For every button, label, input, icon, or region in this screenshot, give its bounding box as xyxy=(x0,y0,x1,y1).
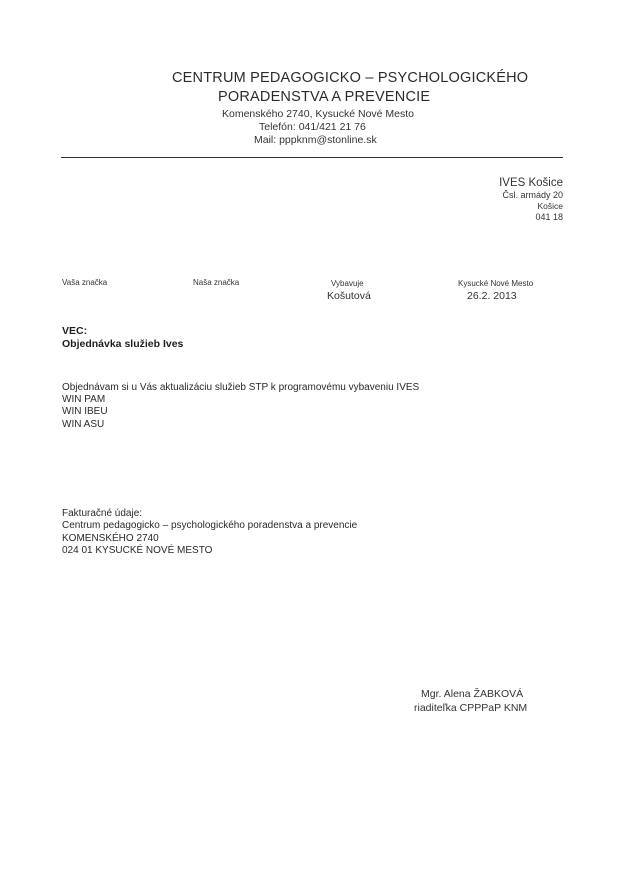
org-name-line2: PORADENSTVA A PREVENCIE xyxy=(218,89,431,105)
order-item: WIN ASU xyxy=(62,419,105,430)
subject-text: Objednávka služieb Ives xyxy=(62,338,184,350)
place-label: Kysucké Nové Mesto xyxy=(458,279,534,288)
order-text: Objednávam si u Vás aktualizáciu služieb STP k programovému vybaveniu IVES xyxy=(62,382,420,393)
org-address: Komenského 2740, Kysucké Nové Mesto xyxy=(222,108,415,120)
org-mail: Mail: pppknm@stonline.sk xyxy=(254,134,377,146)
recipient-zip: 041 18 xyxy=(535,212,563,222)
handled-by-value: Košutová xyxy=(327,290,371,302)
handled-by-label: Vybavuje xyxy=(331,279,364,288)
order-item: WIN PAM xyxy=(62,394,106,405)
billing-label: Fakturačné údaje: xyxy=(62,508,143,519)
recipient-name: IVES Košice xyxy=(499,177,563,189)
billing-city: 024 01 KYSUCKÉ NOVÉ MESTO xyxy=(62,545,213,556)
recipient-city: Košice xyxy=(537,201,563,211)
our-reference-label: Naša značka xyxy=(193,278,240,287)
subject-label: VEC: xyxy=(62,325,88,337)
your-reference-label: Vaša značka xyxy=(62,278,108,287)
org-phone: Telefón: 041/421 21 76 xyxy=(259,121,366,133)
org-name-line1: CENTRUM PEDAGOGICKO – PSYCHOLOGICKÉHO xyxy=(172,70,529,86)
order-item: WIN IBEU xyxy=(62,406,108,417)
header-divider xyxy=(61,157,563,158)
date-value: 26.2. 2013 xyxy=(467,290,517,302)
billing-street: KOMENSKÉHO 2740 xyxy=(62,533,159,544)
recipient-street: Čsl. armády 20 xyxy=(502,190,563,200)
billing-org: Centrum pedagogicko – psychologického poradenstva a prevencie xyxy=(62,520,358,531)
signatory-role: riaditeľka CPPPaP KNM xyxy=(414,702,528,714)
signatory-name: Mgr. Alena ŽABKOVÁ xyxy=(421,688,524,700)
